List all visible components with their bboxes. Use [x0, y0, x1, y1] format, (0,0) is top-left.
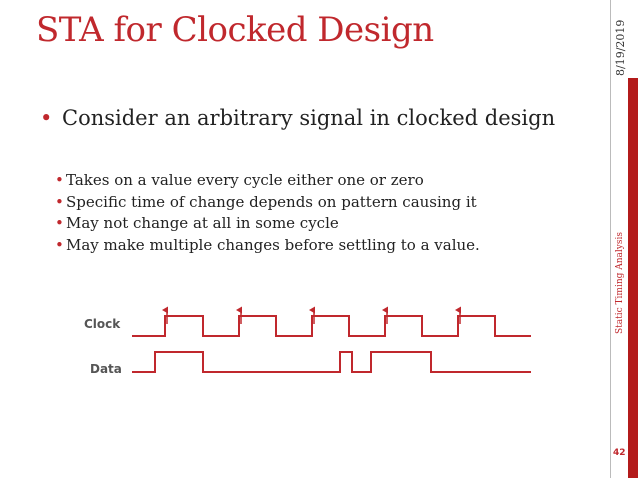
slide-title: STA for Clocked Design [36, 10, 434, 50]
sub-bullet-text: May make multiple changes before settling to a value. [66, 235, 480, 254]
sub-bullet-text: Specific time of change depends on pattern causing it [66, 192, 477, 211]
slide-date: 8/19/2019 [614, 19, 627, 76]
main-bullet-text: Consider an arbitrary signal in clocked design [62, 106, 556, 130]
bullet-dot: • [55, 192, 64, 211]
bullet-dot: • [55, 214, 64, 232]
clock-waveform [132, 316, 531, 336]
bullet-dot: • [55, 235, 64, 254]
data-waveform [132, 352, 531, 372]
data-label: Data [90, 362, 122, 376]
page-number: 42 [613, 448, 626, 458]
sub-bullet-text: Takes on a value every cycle either one or zero [66, 171, 424, 189]
slide-subject: Static Timing Analysis [615, 232, 625, 334]
accent-bar [628, 78, 638, 478]
bullet-dot: • [40, 106, 53, 130]
sub-bullet-text: May not change at all in some cycle [66, 214, 339, 232]
bullet-dot: • [55, 171, 64, 189]
clock-label: Clock [84, 317, 121, 331]
